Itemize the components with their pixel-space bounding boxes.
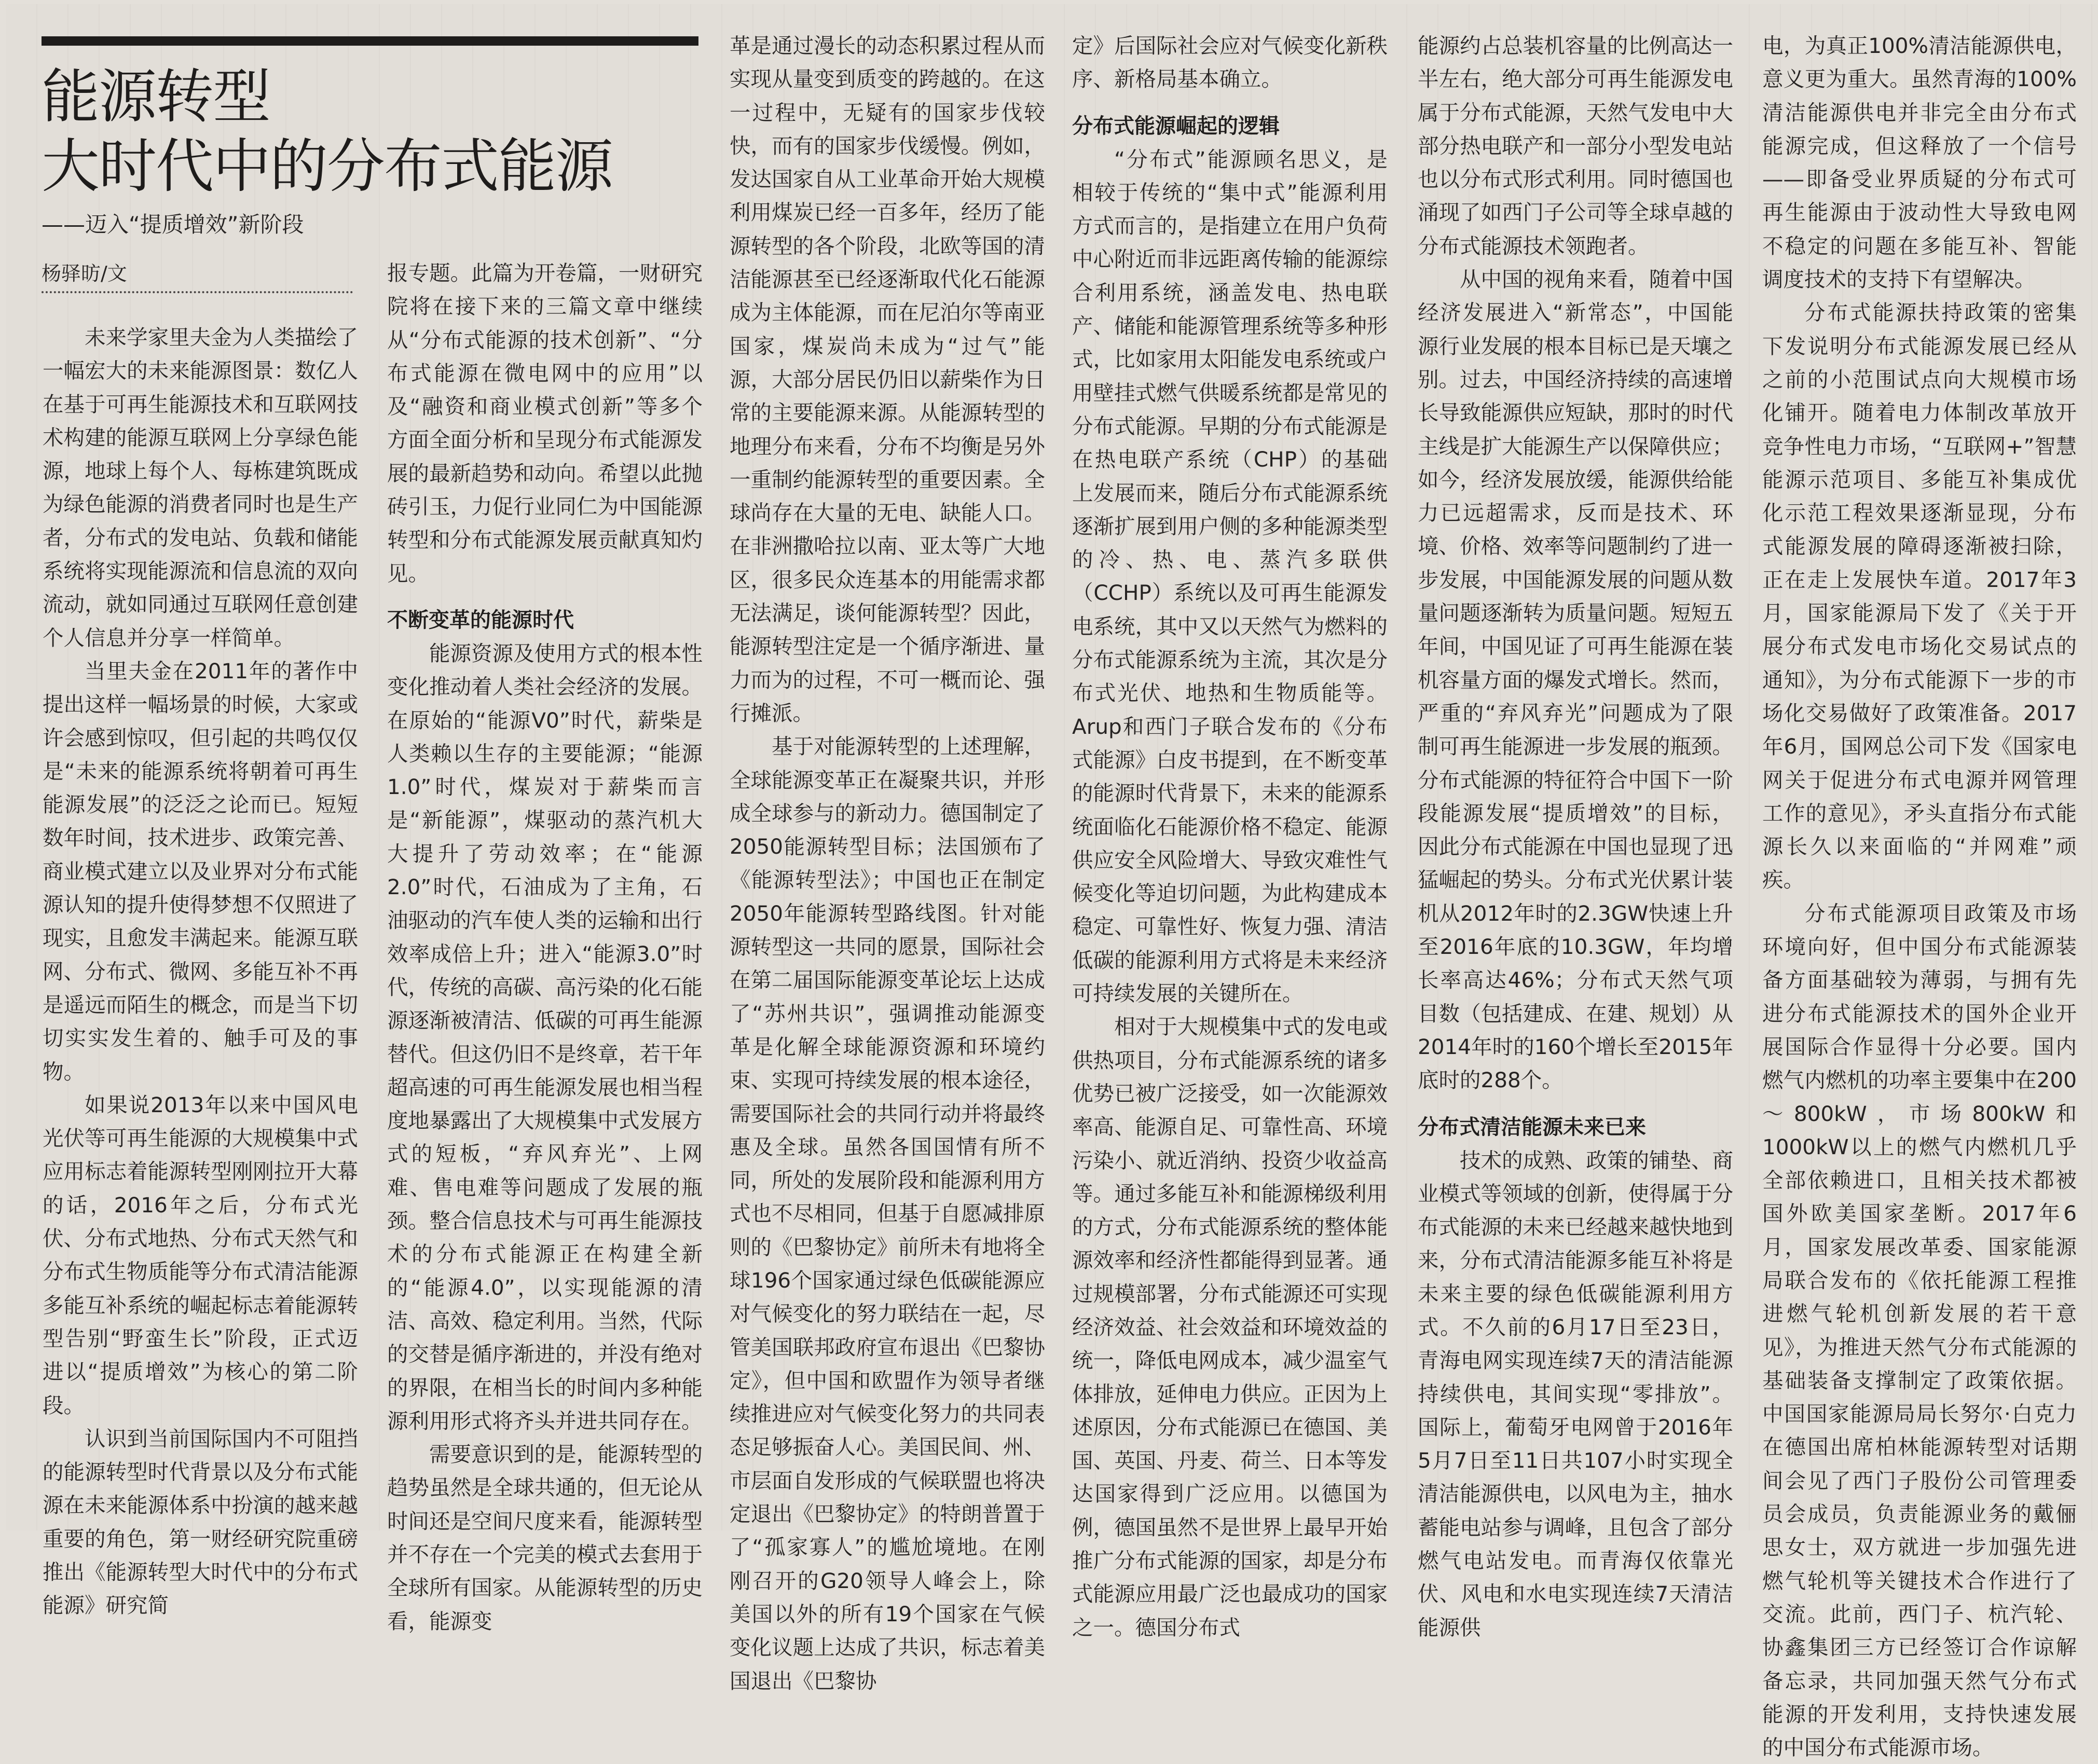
paragraph: 技术的成熟、政策的铺垫、商业模式等领域的创新，使得属于分布式能源的未来已经越来越快地到来，分布式清洁能源多能互补将是未来主要的绿色低碳能源利用方式。不久前的6月17日至23日，青海电网实现连续7天的清洁能源持续供电，其间实现“零排放”。国际上，葡萄牙电网曾于2016年5月7日至11日共107小时实现全清洁能源供电，以风电为主，抽水蓄能电站参与调峰，且包含了部分燃气电站发电。而青海仅依靠光伏、风电和水电实现连续7天清洁能源供 xyxy=(1418,1147,1733,1640)
paragraph: 需要意识到的是，能源转型的趋势虽然是全球共通的，但无论从时间还是空间尺度来看，能源转型并不存在一个完美的模式去套用于全球所有国家。从能源转型的历史看，能源变 xyxy=(387,1442,703,1634)
paragraph-continued: 革是通过漫长的动态积累过程从而实现从量变到质变的跨越的。在这一过程中，无疑有的国家步伐较快，而有的国家步伐缓慢。例如，发达国家自从工业革命开始大规模利用煤炭已经一百多年，经历了能源转型的各个阶段，北欧等国的清洁能源甚至已经逐渐取代化石能源成为主体能源，而在尼泊尔等南亚国家，煤炭尚未成为“过气”能源，大部分居民仍旧以薪柴作为日常的主要能源来源。从能源转型的地理分布来看，分布不均衡是另外一重制约能源转型的重要因素。全球尚存在大量的无电、缺能人口。在非洲撒哈拉以南、亚太等广大地区，很多民众连基本的用能需求都无法满足，谈何能源转型？因此，能源转型注定是一个循序渐进、量力而为的过程，不可一概而论、强行摊派。 xyxy=(730,33,1045,726)
article-column-3 xyxy=(730,29,1045,1698)
paragraph: 相对于大规模集中式的发电或供热项目，分布式能源系统的诸多优势已被广泛接受，如一次能源效率高、能源自足、可靠性高、环境污染小、就近消纳、投资少收益高等。通过多能互补和能源梯级利用的方式，分布式能源系统的整体能源效率和经济性都能得到显著。通过规模部署，分布式能源还可实现经济效益、社会效益和环境效益的统一，降低电网成本，减少温室气体排放，延伸电力供应。正因为上述原因，分布式能源已在德国、美国、英国、丹麦、荷兰、日本等发达国家得到广泛应用。以德国为例，德国虽然不是世界上最早开始推广分布式能源的国家，却是分布式能源应用最广泛也最成功的国家之一。德国分布式 xyxy=(1072,1014,1388,1640)
paragraph: 未来学家里夫金为人类描绘了一幅宏大的未来能源图景：数亿人在基于可再生能源技术和互联网技术构建的能源互联网上分享绿色能源，地球上每个人、每栋建筑既成为绿色能源的消费者同时也是生产者，分布式的发电站、负载和储能系统将实现能源流和信息流的双向流动，就如同通过互联网任意创建个人信息并分享一样简单。 xyxy=(43,325,358,650)
section-heading: 分布式清洁能源未来已来 xyxy=(1418,1115,1646,1139)
headline-top-rule xyxy=(42,36,698,46)
newspaper-page xyxy=(6,4,2098,1760)
headline-line-2: 大时代中的分布式能源 xyxy=(42,133,612,200)
paragraph: 认识到当前国际国内不可阻挡的能源转型时代背景以及分布式能源在未来能源体系中扮演的越来越重要的角色，第一财经研究院重磅推出《能源转型大时代中的分布式能源》研究简 xyxy=(43,1426,358,1618)
headline-line-1: 能源转型 xyxy=(42,63,270,131)
paragraph: 从中国的视角来看，随着中国经济发展进入“新常态”，中国能源行业发展的根本目标已是天壤之别。过去，中国经济持续的高速增长导致能源供应短缺，那时的时代主线是扩大能源生产以保障供应；如今，经济发展放缓，能源供给能力已远超需求，反而是技术、环境、价格、效率等问题制约了进一步发展，中国能源发展的问题从数量问题逐渐转为质量问题。短短五年间，中国见证了可再生能源在装机容量方面的爆发式增长。然而，严重的“弃风弃光”问题成为了限制可再生能源进一步发展的瓶颈。分布式能源的特征符合中国下一阶段能源发展“提质增效”的目标，因此分布式能源在中国也显现了迅猛崛起的势头。分布式光伏累计装机从2012年时的2.3GW快速上升至2016年底的10.3GW，年均增长率高达46%；分布式天然气项目数（包括建成、在建、规划）从2014年时的160个增长至2015年底时的288个。 xyxy=(1418,267,1733,1093)
paragraph-continued: 电，为真正100%清洁能源供电，意义更为重大。虽然青海的100%清洁能源供电并非完全由分布式能源完成，但这释放了一个信号——即备受业界质疑的分布式可再生能源由于波动性大导致电网不稳定的问题在多能互补、智能调度技术的支持下有望解决。 xyxy=(1762,33,2077,292)
headline xyxy=(42,62,612,201)
byline: 杨驿昉/文 xyxy=(42,262,127,285)
paragraph-continued: 能源约占总装机容量的比例高达一半左右，绝大部分可再生能源发电属于分布式能源，天然气发电中大部分热电联产和一部分小型发电站也以分布式形式利用。同时德国也涌现了如西门子公司等全球卓越的分布式能源技术领跑者。 xyxy=(1418,33,1733,258)
paragraph: 基于对能源转型的上述理解，全球能源变革正在凝聚共识，并形成全球参与的新动力。德国制定了2050能源转型目标；法国颁布了《能源转型法》；中国也正在制定2050年能源转型路线图。针对能源转型这一共同的愿景，国际社会在第二届国际能源变革论坛上达成了“苏州共识”，强调推动能源变革是化解全球能源资源和环境约束、实现可持续发展的根本途径，需要国际社会的共同行动并将最终惠及全球。虽然各国国情有所不同，所处的发展阶段和能源利用方式也不尽相同，但基于自愿减排原则的《巴黎协定》前所未有地将全球196个国家通过绿色低碳能源应对气候变化的努力联结在一起，尽管美国联邦政府宣布退出《巴黎协定》，但中国和欧盟作为领导者继续推进应对气候变化努力的共同表态足够振奋人心。美国民间、州、市层面自发形成的气候联盟也将决定退出《巴黎协定》的特朗普置于了“孤家寡人”的尴尬境地。在刚刚召开的G20领导人峰会上，除美国以外的所有19个国家在气候变化议题上达成了共识，标志着美国退出《巴黎协 xyxy=(730,734,1045,1693)
paragraph: 如果说2013年以来中国风电光伏等可再生能源的大规模集中式应用标志着能源转型刚刚拉开大幕的话，2016年之后，分布式光伏、分布式地热、分布式天然气和分布式生物质能等分布式清洁能源多能互补系统的崛起标志着能源转型告别“野蛮生长”阶段，正式迈进以“提质增效”为核心的第二阶段。 xyxy=(43,1092,358,1418)
article-column-5 xyxy=(1418,29,1733,1644)
paragraph-continued: 定》后国际社会应对气候变化新秩序、新格局基本确立。 xyxy=(1072,33,1388,92)
article-column-6 xyxy=(1762,29,2077,1764)
paragraph: 能源资源及使用方式的根本性变化推动着人类社会经济的发展。在原始的“能源V0”时代，薪柴是人类赖以生存的主要能源；“能源1.0”时代，煤炭对于薪柴而言是“新能源”，煤驱动的蒸汽机大大提升了劳动效率；在“能源2.0”时代，石油成为了主角，石油驱动的汽车使人类的运输和出行效率成倍上升；进入“能源3.0”时代，传统的高碳、高污染的化石能源逐渐被清洁、低碳的可再生能源替代。但这仍旧不是终章，若干年超高速的可再生能源发展也相当程度地暴露出了大规模集中式发展方式的短板，“弃风弃光”、上网难、售电难等问题成了发展的瓶颈。整合信息技术与可再生能源技术的分布式能源正在构建全新的“能源4.0”，以实现能源的清洁、高效、稳定利用。当然，代际的交替是循序渐进的，并没有绝对的界限，在相当长的时间内多种能源利用形式将齐头并进共同存在。 xyxy=(387,640,703,1433)
paragraph: 分布式能源项目政策及市场环境向好，但中国分布式能源装备方面基础较为薄弱，与拥有先进分布式能源技术的国外企业开展国际合作显得十分必要。国内燃气内燃机的功率主要集中在200～800kW，市场800kW和1000kW以上的燃气内燃机几乎全部依赖进口，且相关技术都被国外欧美国家垄断。2017年6月，国家发展改革委、国家能源局联合发布的《依托能源工程推进燃气轮机创新发展的若干意见》，为推进天然气分布式能源的基础装备支撑制定了政策依据。中国国家能源局局长努尔·白克力在德国出席柏林能源转型对话期间会见了西门子股份公司管理委员会成员，负责能源业务的戴俪思女士，双方就进一步加强先进燃气轮机等关键技术合作进行了交流。此前，西门子、杭汽轮、协鑫集团三方已经签订合作谅解备忘录，共同加强天然气分布式能源的开发利用，支持快速发展的中国分布式能源市场。 xyxy=(1762,900,2077,1760)
paragraph-continued: 报专题。此篇为开卷篇，一财研究院将在接下来的三篇文章中继续从“分布式能源的技术创新”、“分布式能源在微电网中的应用”以及“融资和商业模式创新”等多个方面全面分析和呈现分布式能源发展的最新趋势和动向。希望以此抛砖引玉，力促行业同仁为中国能源转型和分布式能源发展贡献真知灼见。 xyxy=(387,261,703,586)
subheadline: ——迈入“提质增效”新阶段 xyxy=(42,212,304,237)
article-column-1 xyxy=(43,321,358,1622)
paragraph: 当里夫金在2011年的著作中提出这样一幅场景的时候，大家或许会感到惊叹，但引起的共鸣仅仅是“未来的能源系统将朝着可再生能源发展”的泛泛之论而已。短短数年时间，技术进步、政策完善、商业模式建立以及业界对分布式能源认知的提升使得梦想不仅照进了现实，且愈发丰满起来。能源互联网、分布式、微网、多能互补不再是遥远而陌生的概念，而是当下切切实实发生着的、触手可及的事物。 xyxy=(43,658,358,1084)
paragraph: 分布式能源扶持政策的密集下发说明分布式能源发展已经从之前的小范围试点向大规模市场化铺开。随着电力体制改革放开竞争性电力市场，“互联网+”智慧能源示范项目、多能互补集成优化示范工程效果逐渐显现，分布式能源发展的障碍逐渐被扫除，正在走上发展快车道。2017年3月，国家能源局下发了《关于开展分布式发电市场化交易试点的通知》，为分布式能源下一步的市场化交易做好了政策准备。2017年6月，国网总公司下发《国家电网关于促进分布式电源并网管理工作的意见》，矛头直指分布式能源长久以来面临的“并网难”顽疾。 xyxy=(1762,300,2077,893)
paragraph: “分布式”能源顾名思义，是相较于传统的“集中式”能源利用方式而言的，是指建立在用户负荷中心附近而非远距离传输的能源综合利用系统，涵盖发电、热电联产、储能和能源管理系统等多种形式，比如家用太阳能发电系统或户用壁挂式燃气供暖系统都是常见的分布式能源。早期的分布式能源是在热电联产系统（CHP）的基础上发展而来，随后分布式能源系统逐渐扩展到用户侧的多种能源类型的冷、热、电、蒸汽多联供（CCHP）系统以及可再生能源发电系统，其中又以天然气为燃料的分布式能源系统为主流，其次是分布式光伏、地热和生物质能等。Arup和西门子联合发布的《分布式能源》白皮书提到，在不断变革的能源时代背景下，未来的能源系统面临化石能源价格不稳定、能源供应安全风险增大、导致灾难性气候变化等迫切问题，为此构建成本稳定、可靠性好、恢复力强、清洁低碳的能源利用方式将是未来经济可持续发展的关键所在。 xyxy=(1072,146,1388,1006)
section-heading: 分布式能源崛起的逻辑 xyxy=(1072,114,1280,138)
byline-divider xyxy=(42,291,353,293)
article-column-2 xyxy=(387,256,703,1638)
article-column-4 xyxy=(1072,29,1388,1644)
section-heading: 不断变革的能源时代 xyxy=(387,608,574,632)
